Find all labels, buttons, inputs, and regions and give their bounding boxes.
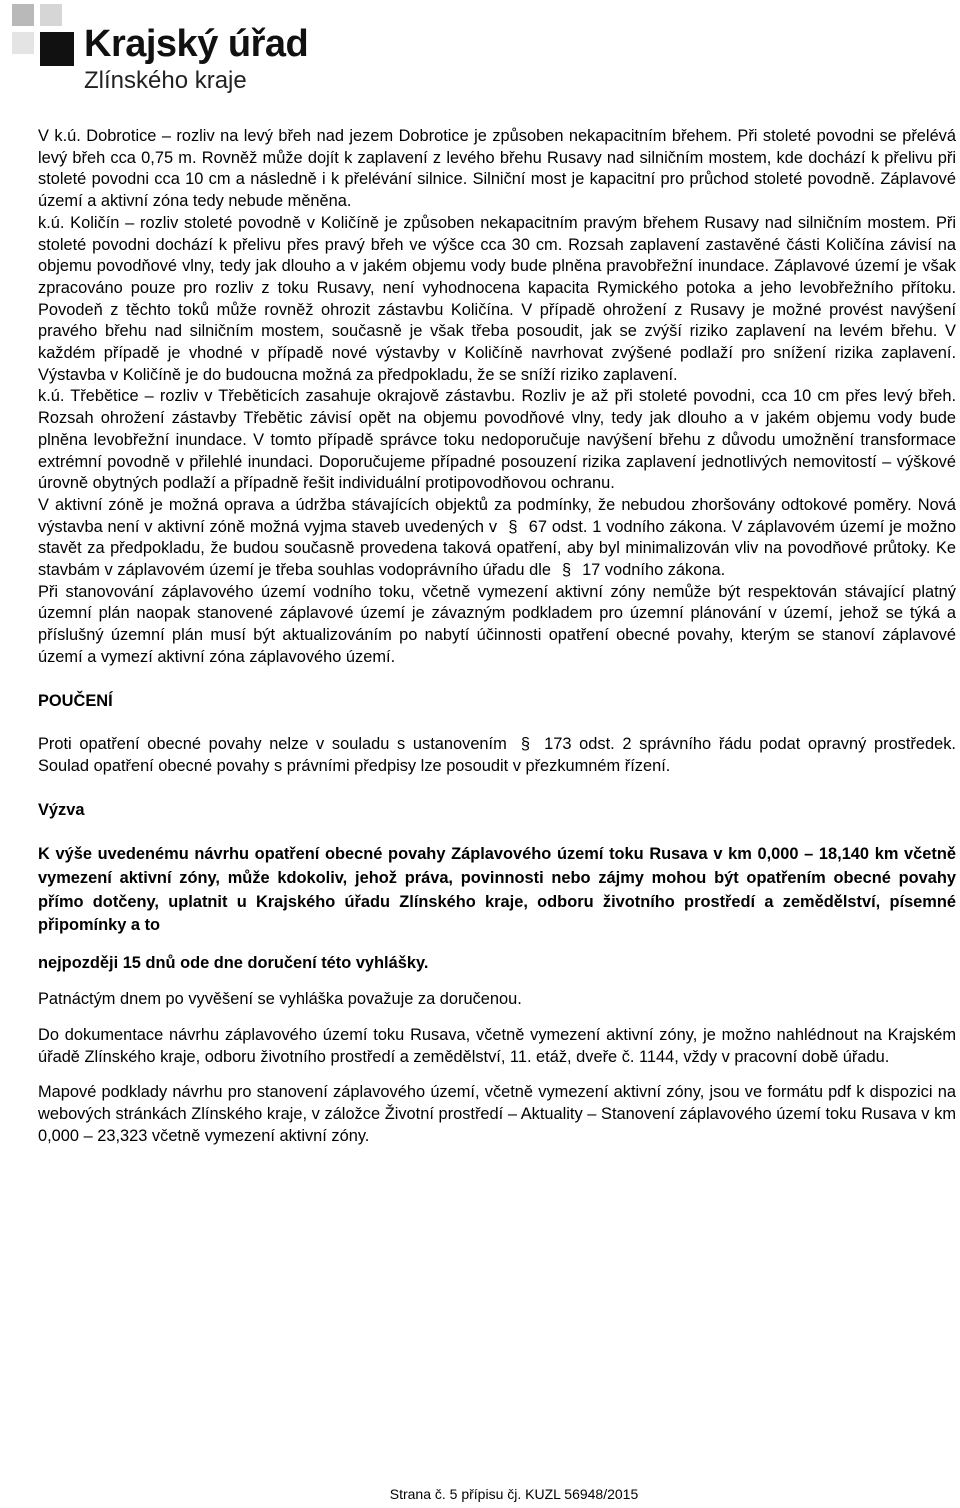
text-part: Proti opatření obecné povahy nelze v souladu s ustanovením: [38, 735, 515, 754]
paragraph-mapove: Mapové podklady návrhu pro stanovení záplavového území, včetně vymezení aktivní zóny, jsou ve formátu pdf k dispozici na webových stránkách Zlínského kraje, v záložce Životní prostředí – Aktuality – Stanovení záplavového území toku Rusava v km 0,000 – 23,323 včetně vymezení aktivní zóny.: [38, 1083, 956, 1145]
paragraph-kolicin: k.ú. Količín – rozliv stoleté povodně v Količíně je způsoben nekapacitním pravým břehem Rusavy nad silničním mostem. Při stoleté povodni dochází k přelivu přes pravý břeh ve výšce cca 30 cm. Rozsah zaplavení zastavěné části Količína závisí na objemu povodňové vlny, tedy jak dlouho a v jakém objemu vody bude plněna pravobřežní inundace. Záplavové území je však zpracováno pouze pro rozliv z toku Rusavy, není vyhodnocena kapacita Rymického potoka a jeho levobřežního přítoku. Povodeň z těchto toků může rovněž ohrozit zástavbu Količína. V případě ohrožení z Rusavy je možné provést navýšení pravého břehu nad silničním mostem, současně je však třeba posoudit, jak se zvýší riziko zaplavení na levém břehu. V každém případě je vhodné v případě nové výstavby v Količíně navrhovat zvýšené podlaží pro snížení rizika zaplavení. Výstavba v Količíně je do budoucna možná za předpokladu, že se sníží riziko zaplavení.: [38, 213, 956, 384]
logo-square-light: [12, 4, 34, 26]
logo-title: Krajský úřad: [84, 23, 309, 65]
paragraph-stanovovani: Při stanovování záplavového území vodního toku, včetně vymezení aktivní zóny nemůže být respektován stávající platný územní plán naopak stanovené záplavové území je závazným podkladem pro územní plánování v území, jehož se týká a příslušný územní plán musí být aktualizováním po nabytí účinnosti opatření obecné povahy, kterým se stanoví záplavové území a vymezí aktivní zóna záplavového území.: [38, 582, 956, 666]
document-body: [38, 126, 956, 1148]
heading-vyzva: Výzva: [38, 800, 85, 819]
page-footer: [0, 1486, 960, 1502]
logo-square-faint: [12, 32, 34, 54]
krajsky-urad-logo: [0, 0, 320, 100]
paragraph-vyzva: K výše uvedenému návrhu opatření obecné povahy Záplavového území toku Rusava v km 0,000 – 18,140 km včetně vymezení aktivní zóny, může kdokoliv, jehož práva, povinnosti nebo zájmy mohou být opatřením obecné povahy přímo dotčeny, uplatnit u Krajského úřadu Zlínského kraje, odboru životního prostředí a zemědělství, písemné připomínky a to: [38, 845, 956, 935]
paragraph-dokumentace: Do dokumentace návrhu záplavového území toku Rusava, včetně vymezení aktivní zóny, je možno nahlédnout na Krajském úřadě Zlínského kraje, odboru životního prostředí a zemědělství, 11. etáž, dveře č. 1144, vždy v pracovní době úřadu.: [38, 1026, 956, 1066]
logo-subtitle: Zlínského kraje: [84, 67, 247, 94]
text-part: V aktivní zóně je možná oprava a údržba stávajících objektů za podmínky, že nebudou zhoršovány odtokové poměry. Nová výstavba není v aktivní zóně možná vyjma staveb uvedených v: [38, 495, 956, 536]
footer-reference: přípisu čj. KUZL 56948/2015: [461, 1486, 639, 1502]
paragraph-trebetice: k.ú. Třebětice – rozliv v Třeběticích zasahuje okrajově zástavbu. Rozliv je až při stoleté povodni, cca 10 cm přes levý břeh. Rozsah ohrožení zástavby Třebětic závisí opět na objemu povodňové vlny, tedy jak dlouho a v jakém objemu vody bude plněna levobřežní inundace. V tomto případě správce toku nedoporučuje navýšení břehu z důvodu umožnění transformace extrémní povodně v přilehlé inundaci. Doporučujeme případné posouzení rizika zaplavení jednotlivých nemovitostí – výškové úrovně obytných podlaží a případně řešit individuální protipovodňovou ochranu.: [38, 387, 956, 493]
section-sign: §: [508, 517, 518, 536]
paragraph-pouceni: [38, 734, 956, 777]
paragraph-patnactym: Patnáctým dnem po vyvěšení se vyhláška považuje za doručenou.: [38, 990, 522, 1009]
paragraph-aktivni-zona: [38, 495, 956, 582]
paragraph-deadline: nejpozději 15 dnů ode dne doručení této vyhlášky.: [38, 953, 429, 972]
section-sign: §: [561, 561, 572, 580]
text-part: 67 odst. 1 vodního zákona. V záplavovém území je možno stavět za předpokladu, že budou současně provedena taková opatření, aby byl minimalizován vliv na povodňové průtoky. Ke stavbám v záplavovém území je třeba souhlas vodoprávního úřadu dle: [38, 517, 957, 580]
section-sign: §: [520, 735, 530, 754]
paragraph-dobrotice: V k.ú. Dobrotice – rozliv na levý břeh nad jezem Dobrotice je způsoben nekapacitním břehem. Při stoleté povodni se přelévá levý břeh cca 0,75 m. Rovněž může dojít k zaplavení z levého břehu Rusavy nad silničním mostem, kde dochází k přelivu při stoleté povodni cca 10 cm a následně i k přelévání silnice. Silniční most je kapacitní pro průchod stoleté povodně. Záplavové území a aktivní zóna tedy nebude měněna.: [38, 127, 956, 211]
logo-square-dark: [40, 32, 74, 66]
logo-square-lighter: [40, 4, 62, 26]
heading-pouceni: POUČENÍ: [38, 691, 113, 710]
text-part: 173 odst. 2 správního řádu podat opravný prostředek. Soulad opatření obecné povahy s právními předpisy lze posoudit v přezkumném řízení.: [38, 735, 956, 775]
footer-page-number: Strana č. 5: [389, 1486, 458, 1502]
text-part: 17 vodního zákona.: [577, 561, 726, 580]
